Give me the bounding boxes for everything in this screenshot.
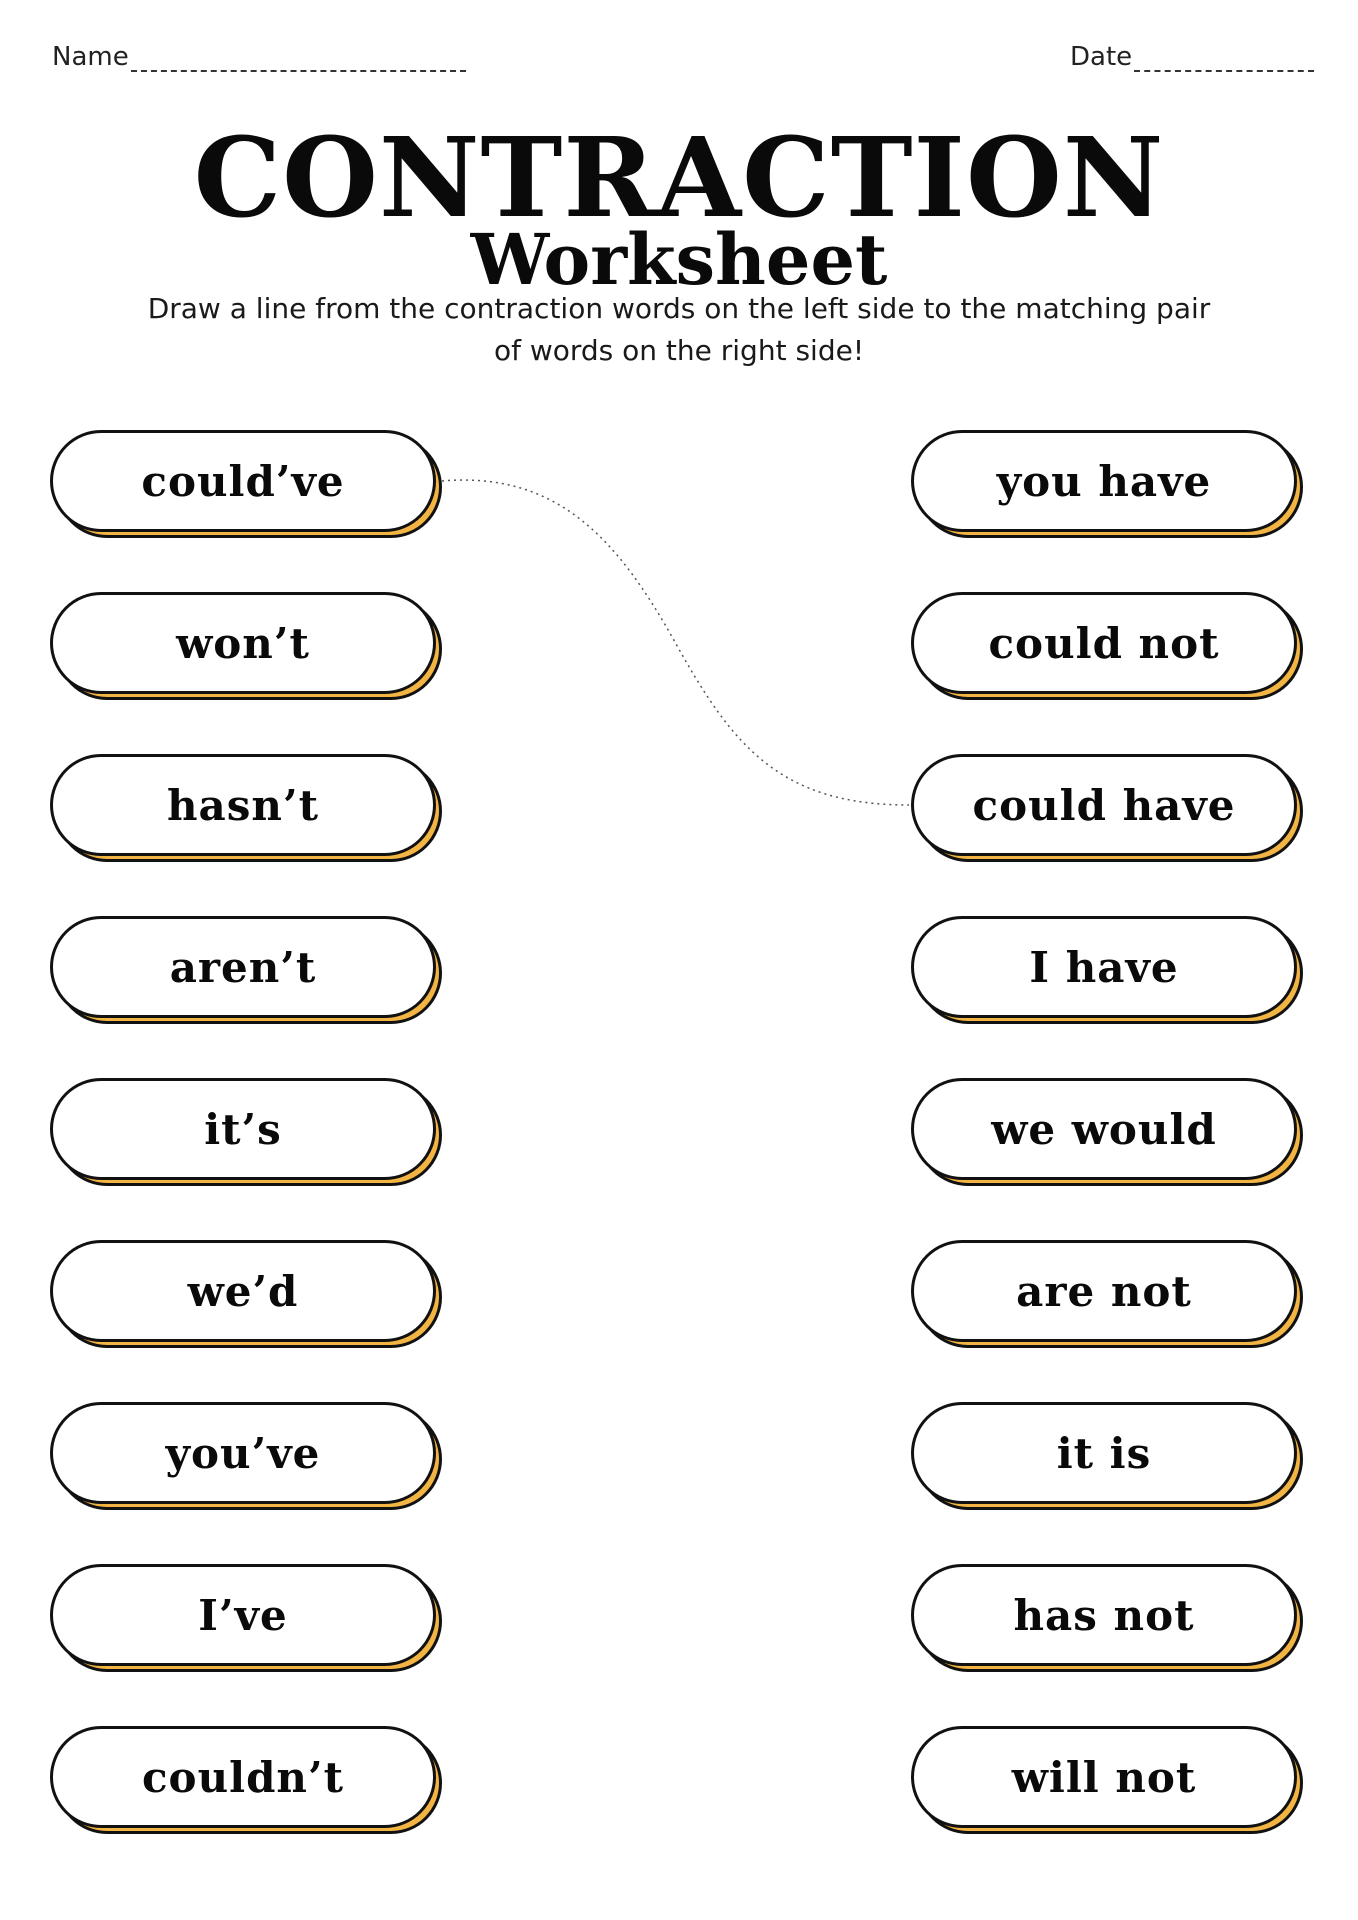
word-pair-card[interactable]	[911, 430, 1303, 542]
word-pair-card[interactable]	[911, 916, 1303, 1028]
word-pair-column	[911, 430, 1303, 1888]
word-pair-card[interactable]	[911, 1564, 1303, 1676]
contraction-word[interactable]: hasn’t	[50, 754, 436, 856]
contraction-column	[50, 430, 442, 1888]
worksheet-title: CONTRACTION	[193, 113, 1165, 242]
word-pair[interactable]: are not	[911, 1240, 1297, 1342]
word-pair[interactable]: we would	[911, 1078, 1297, 1180]
word-pair-card[interactable]	[911, 1240, 1303, 1352]
word-pair-card[interactable]	[911, 1402, 1303, 1514]
word-pair-card[interactable]	[911, 1078, 1303, 1190]
word-pair[interactable]: it is	[911, 1402, 1297, 1504]
word-pair[interactable]: I have	[911, 916, 1297, 1018]
contraction-card[interactable]	[50, 916, 442, 1028]
date-field[interactable]	[1070, 42, 1314, 72]
contraction-card[interactable]	[50, 1564, 442, 1676]
contraction-word[interactable]: I’ve	[50, 1564, 436, 1666]
contraction-word[interactable]: couldn’t	[50, 1726, 436, 1828]
instructions-text: Draw a line from the contraction words on the left side to the matching pair of words on the right side!	[147, 292, 1211, 367]
contraction-card[interactable]	[50, 430, 442, 542]
contraction-word[interactable]: aren’t	[50, 916, 436, 1018]
word-pair-card[interactable]	[911, 1726, 1303, 1838]
date-line[interactable]	[1134, 46, 1314, 72]
contraction-card[interactable]	[50, 1240, 442, 1352]
dotted-connector	[442, 480, 909, 805]
name-line[interactable]	[131, 46, 466, 72]
contraction-word[interactable]: it’s	[50, 1078, 436, 1180]
date-label: Date	[1070, 42, 1133, 72]
word-pair-card[interactable]	[911, 754, 1303, 866]
worksheet-subtitle: Worksheet	[470, 218, 888, 301]
name-field[interactable]	[52, 42, 466, 72]
contraction-card[interactable]	[50, 1726, 442, 1838]
word-pair[interactable]: has not	[911, 1564, 1297, 1666]
name-label: Name	[52, 42, 129, 72]
word-pair[interactable]: could not	[911, 592, 1297, 694]
word-pair[interactable]: could have	[911, 754, 1297, 856]
word-pair[interactable]: will not	[911, 1726, 1297, 1828]
contraction-word[interactable]: we’d	[50, 1240, 436, 1342]
contraction-card[interactable]	[50, 592, 442, 704]
contraction-word[interactable]: won’t	[50, 592, 436, 694]
contraction-word[interactable]: could’ve	[50, 430, 436, 532]
contraction-card[interactable]	[50, 1402, 442, 1514]
word-pair-card[interactable]	[911, 592, 1303, 704]
contraction-card[interactable]	[50, 754, 442, 866]
contraction-card[interactable]	[50, 1078, 442, 1190]
word-pair[interactable]: you have	[911, 430, 1297, 532]
contraction-word[interactable]: you’ve	[50, 1402, 436, 1504]
